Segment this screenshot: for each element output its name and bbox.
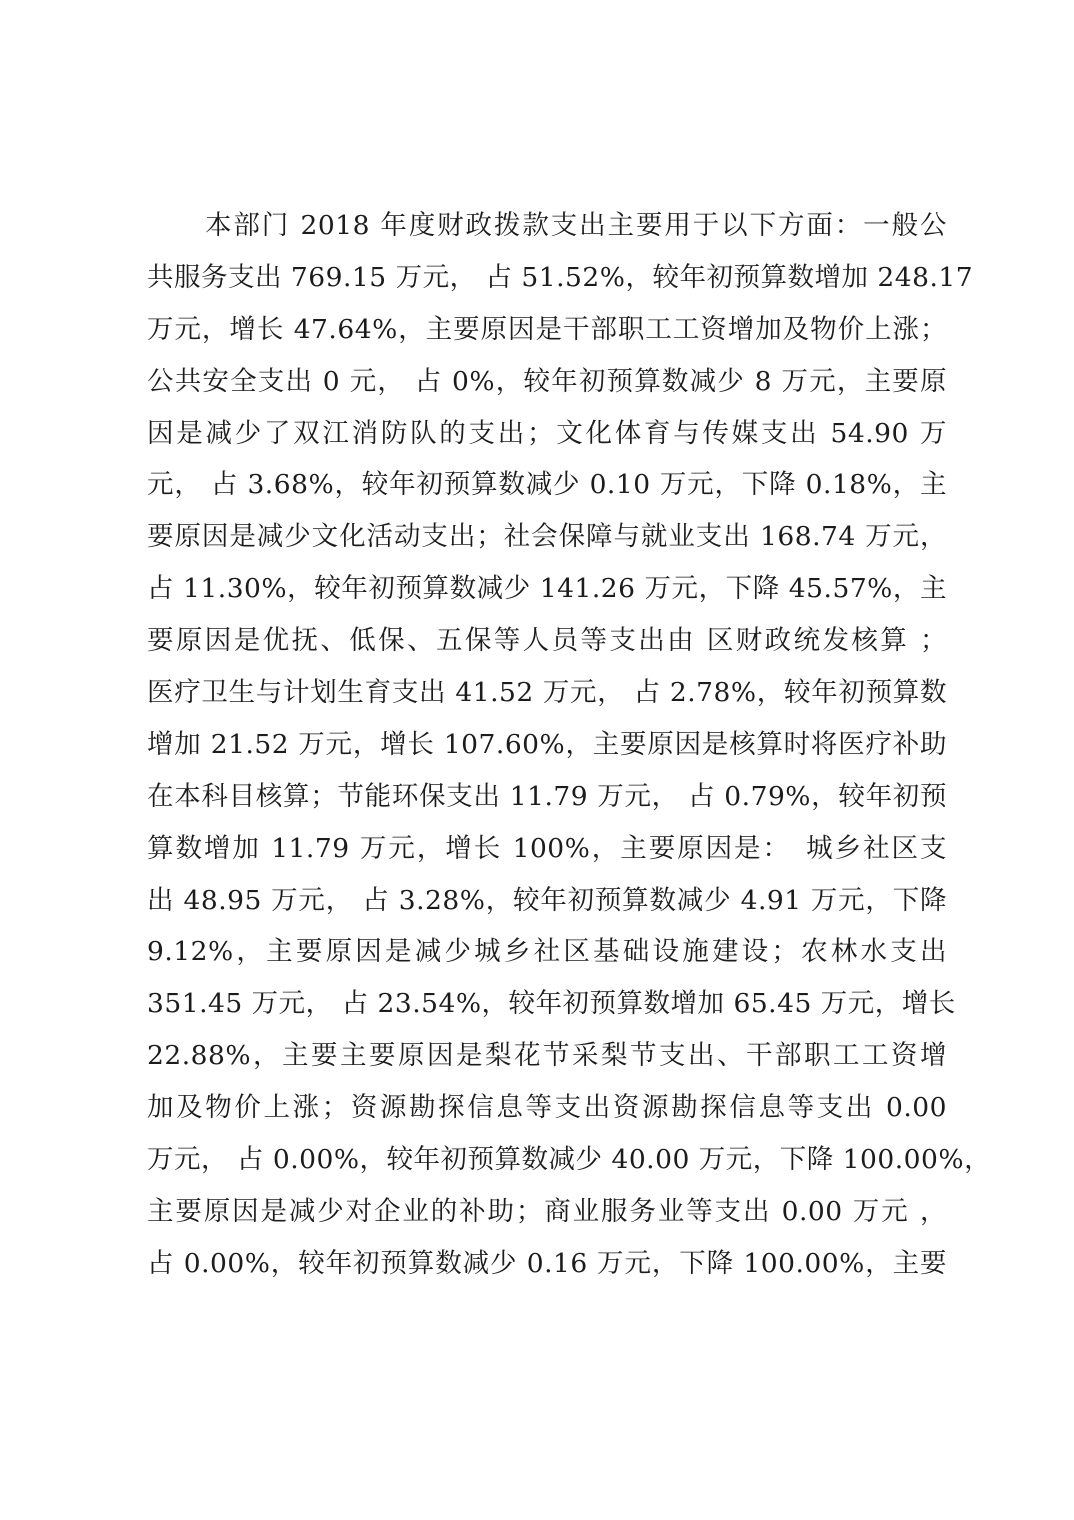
text-line-16: 351.45 万元， 占 23.54%，较年初预算数增加 65.45 万元，增长 — [147, 988, 956, 1020]
text-line-21: 占 0.00%，较年初预算数减少 0.16 万元，下降 100.00%，主要 — [147, 1247, 947, 1279]
text-line-18: 加及物价上涨；资源勘探信息等支出资源勘探信息等支出 0.00 — [147, 1092, 947, 1124]
text-line-13: 算数增加 11.79 万元，增长 100%，主要原因是： 城乡社区支 — [147, 832, 947, 864]
text-line-10: 医疗卫生与计划生育支出 41.52 万元， 占 2.78%，较年初预算数 — [147, 677, 947, 709]
body-paragraph — [147, 204, 992, 1294]
text-line-2: 共服务支出 769.15 万元， 占 51.52%，较年初预算数增加 248.17 — [147, 261, 974, 293]
text-line-14: 出 48.95 万元， 占 3.28%，较年初预算数减少 4.91 万元，下降 — [147, 884, 947, 916]
text-line-7: 要原因是减少文化活动支出；社会保障与就业支出 168.74 万元， — [147, 521, 947, 553]
text-line-8: 占 11.30%，较年初预算数减少 141.26 万元，下降 45.57%，主 — [147, 573, 947, 605]
text-line-5: 因是减少了双江消防队的支出；文化体育与传媒支出 54.90 万 — [147, 417, 947, 449]
text-line-3: 万元，增长 47.64%，主要原因是干部职工工资增加及物价上涨； — [147, 313, 947, 345]
text-line-12: 在本科目核算；节能环保支出 11.79 万元， 占 0.79%，较年初预 — [147, 780, 947, 812]
text-line-1: 本部门 2018 年度财政拨款支出主要用于以下方面：一般公 — [205, 210, 947, 241]
text-line-9: 要原因是优抚、低保、五保等人员等支出由 区财政统发核算 ； — [147, 625, 947, 657]
text-line-6: 元， 占 3.68%，较年初预算数减少 0.10 万元，下降 0.18%，主 — [147, 469, 947, 501]
text-line-17: 22.88%，主要主要原因是梨花节采梨节支出、干部职工工资增 — [147, 1040, 947, 1072]
text-line-19: 万元， 占 0.00%，较年初预算数减少 40.00 万元，下降 100.00%， — [147, 1144, 992, 1176]
text-line-11: 增加 21.52 万元，增长 107.60%，主要原因是核算时将医疗补助 — [147, 728, 947, 760]
text-line-20: 主要原因是减少对企业的补助；商业服务业等支出 0.00 万元 ， — [147, 1195, 947, 1227]
text-line-15: 9.12%，主要原因是减少城乡社区基础设施建设；农林水支出 — [147, 936, 947, 968]
text-line-4: 公共安全支出 0 元， 占 0%，较年初预算数减少 8 万元，主要原 — [147, 365, 947, 397]
